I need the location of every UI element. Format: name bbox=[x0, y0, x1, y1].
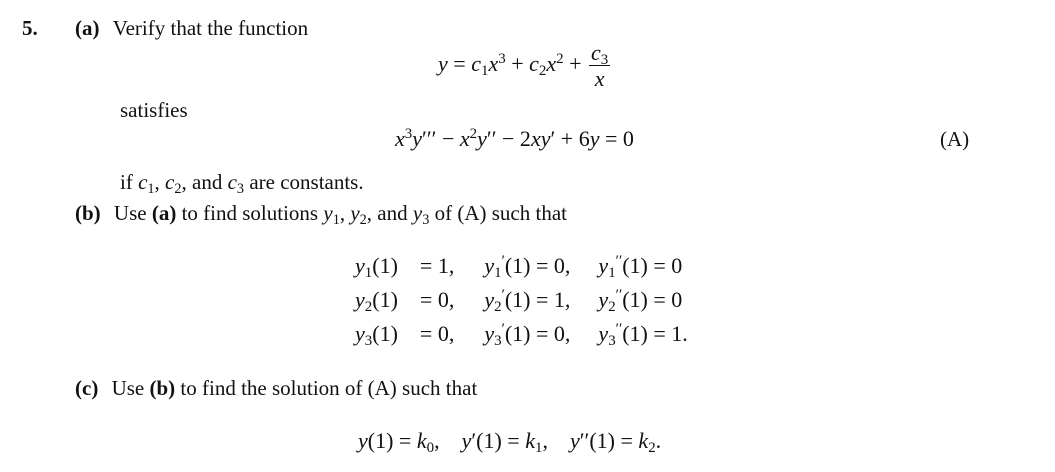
part-b-text-middle: to find solutions bbox=[181, 201, 319, 225]
part-b-text-prefix: Use bbox=[113, 201, 147, 225]
part-b-heading: (b) Use (a) to find solutions $y_1$, $y_2$, and $y_3$ of (A) such that bbox=[75, 201, 567, 228]
part-b-text-suffix: of (A) such that bbox=[434, 201, 567, 225]
part-c-text-prefix: Use bbox=[111, 376, 145, 400]
differential-equation: $x^3y''' - x^2y'' - 2xy' + 6y = 0$ bbox=[395, 125, 634, 151]
system-row-3: $y_3(1)$ = 0, $y_3'(1) = 0$, $y_3''(1) = 1$. bbox=[355, 320, 688, 350]
final-initial-conditions: $y(1) = k_0$, $y'(1) = k_1$, $y''(1) = k_2$. bbox=[358, 428, 662, 457]
part-c-label: (c) bbox=[75, 376, 99, 400]
system-row-2: $y_2(1)$ = 0, $y_2'(1) = 1$, $y_2''(1) = 0$ bbox=[355, 286, 683, 316]
system-row-1: $y_1(1)$ = 1, $y_1'(1) = 0$, $y_1''(1) = 0$ bbox=[355, 252, 683, 282]
part-a-intro: Verify that the function bbox=[112, 16, 309, 40]
part-c-heading bbox=[75, 378, 477, 399]
function-equation: $y = c_1x^3 + c_2x^2$ + $\frac{c_3}{x}$ bbox=[438, 40, 609, 92]
part-b-ref: (a) bbox=[151, 201, 177, 225]
satisfies-text: satisfies bbox=[120, 98, 188, 122]
problem-number: 5. bbox=[22, 16, 38, 40]
initial-conditions-system bbox=[355, 252, 688, 357]
part-b-label: (b) bbox=[75, 201, 101, 225]
part-a-label: (a) bbox=[75, 16, 100, 40]
equation-tag-a: (A) bbox=[940, 127, 970, 151]
condition-suffix: are constants. bbox=[249, 170, 364, 194]
part-c-text-suffix: to find the solution of (A) such that bbox=[180, 376, 478, 400]
part-a-heading bbox=[75, 18, 308, 39]
condition-prefix: if bbox=[120, 170, 133, 194]
constants-condition: if $c_1$, $c_2$, and $c_3$ are constants. bbox=[120, 170, 364, 197]
part-c-ref: (b) bbox=[149, 376, 176, 400]
fraction-c3-over-x: $\frac{c_3}{x}$ bbox=[591, 40, 609, 92]
